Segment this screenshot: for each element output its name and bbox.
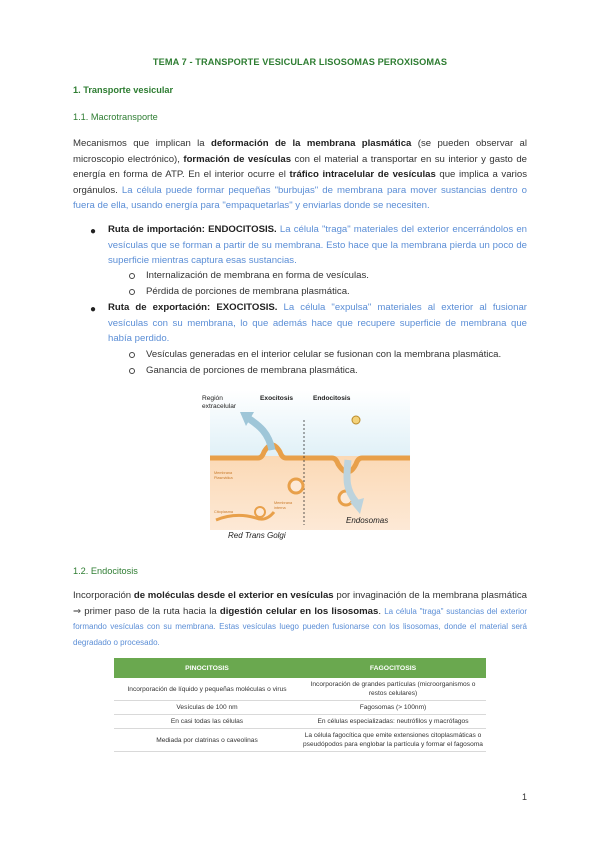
table-cell: Mediada por clatrinas o caveolinas	[114, 729, 300, 752]
sub-bullet-circle	[129, 352, 135, 358]
table-cell: Incorporación de grandes partículas (microorganismos o restos celulares)	[300, 678, 486, 701]
table-cell: Vesículas de 100 nm	[114, 701, 300, 715]
table-cell: En células especializadas: neutrófilos y macrófagos	[300, 715, 486, 729]
page-number: 1	[521, 792, 527, 802]
golgi-label: Red Trans Golgi	[228, 531, 286, 540]
exocitosis-sub-2: Ganancia de porciones de membrana plasmática.	[146, 365, 358, 376]
header-fagocitosis: FAGOCITOSIS	[300, 658, 486, 678]
subsection-1-1-heading: 1.1. Macrotransporte	[73, 112, 158, 122]
table-row	[114, 729, 486, 752]
internal-membrane-label-2: interna	[274, 506, 286, 510]
region-label-2: extracelular	[202, 403, 237, 410]
endocitosis-sub-2: Pérdida de porciones de membrana plasmática.	[146, 286, 350, 297]
header-pinocitosis: PINOCITOSIS	[114, 658, 300, 678]
region-label-1: Región	[202, 395, 223, 402]
cargo-particle	[352, 416, 360, 424]
endosomas-label: Endosomas	[346, 516, 389, 525]
table-cell: Fagosomas (> 100nm)	[300, 701, 486, 715]
exocytic-vesicle	[289, 479, 303, 493]
sub-bullet-circle	[129, 289, 135, 295]
endocitosis-sub-1: Internalización de membrana en forma de vesículas.	[146, 270, 369, 281]
exocitosis-sub-1: Vesículas generadas en el interior celular se fusionan con la membrana plasmática.	[146, 349, 502, 360]
endocytosis-label: Endocitosis	[313, 395, 351, 402]
table-cell: Incorporación de líquido y pequeñas moléculas o virus	[114, 678, 300, 701]
membrane-label-1: Membrana	[214, 471, 233, 475]
cytoplasm-label: Citoplasma	[214, 510, 233, 514]
section-1-heading: 1. Transporte vesicular	[73, 85, 174, 95]
exocytosis-label: Exocitosis	[260, 395, 293, 402]
subsection-1-2-heading: 1.2. Endocitosis	[73, 566, 138, 576]
bullet-dot: ●	[90, 304, 97, 315]
exocitosis-bullet: Ruta de exportación: EXOCITOSIS. La célula "expulsa" materiales al exterior al fusionar vesículas con su membrana, lo que además hace que recupere superficie de membrana que había perdido.	[108, 302, 527, 345]
golgi-vesicle	[255, 507, 265, 517]
macrotransporte-paragraph: Mecanismos que implican la deformación de la membrana plasmática (se pueden observar al microscopio electrónico), formación de vesículas con el material a transportar en su interior y gasto de energía en forma de ATP. En el interior ocurre el tráfico intracelular de vesículas que implica a varios orgánulos. La célula puede formar pequeñas "burbujas" de membrana para mover sustancias dentro o fuera de ella, usando energía para "empaquetarlas" y enviarlas donde se necesiten.	[73, 138, 527, 212]
table-cell: En casi todas las células	[114, 715, 300, 729]
internal-membrane-label-1: Membrana	[274, 501, 293, 505]
endocitosis-paragraph: Incorporación de moléculas desde el exterior en vesículas por invaginación de la membrana plasmática ⇒ primer paso de la ruta hacia la digestión celular en los lisosomas. La célula "traga" sustancias del exterior formando vesículas con su membrana. Estas vesículas luego pueden fusionarse con los lisosomas, donde el material será degradado o procesado.	[73, 590, 528, 647]
endocitosis-bullet: Ruta de importación: ENDOCITOSIS. La célula "traga" materiales del exterior encerrándolos en vesículas que se forman a partir de su membrana. Esto hace que la membrana pierda un poco de superficie mientras captura esas sustancias.	[108, 224, 527, 267]
table-row	[114, 678, 486, 701]
document-title: TEMA 7 - TRANSPORTE VESICULAR LISOSOMAS PEROXISOMAS	[152, 57, 448, 67]
comparison-table	[114, 658, 486, 752]
table-header-row	[114, 658, 486, 678]
vesicular-transport-figure	[196, 390, 410, 540]
sub-bullet-circle	[129, 368, 135, 374]
extracellular-region	[210, 390, 410, 458]
sub-bullet-circle	[129, 273, 135, 279]
membrane-label-2: Plasmática	[214, 476, 233, 480]
table-row	[114, 701, 486, 715]
table-cell: La célula fagocítica que emite extensiones citoplasmáticas o pseudópodos para englobar la partícula y formar el fagosoma	[300, 729, 486, 752]
figure-illustration	[196, 390, 410, 540]
bullet-dot: ●	[90, 226, 97, 237]
table-row	[114, 715, 486, 729]
